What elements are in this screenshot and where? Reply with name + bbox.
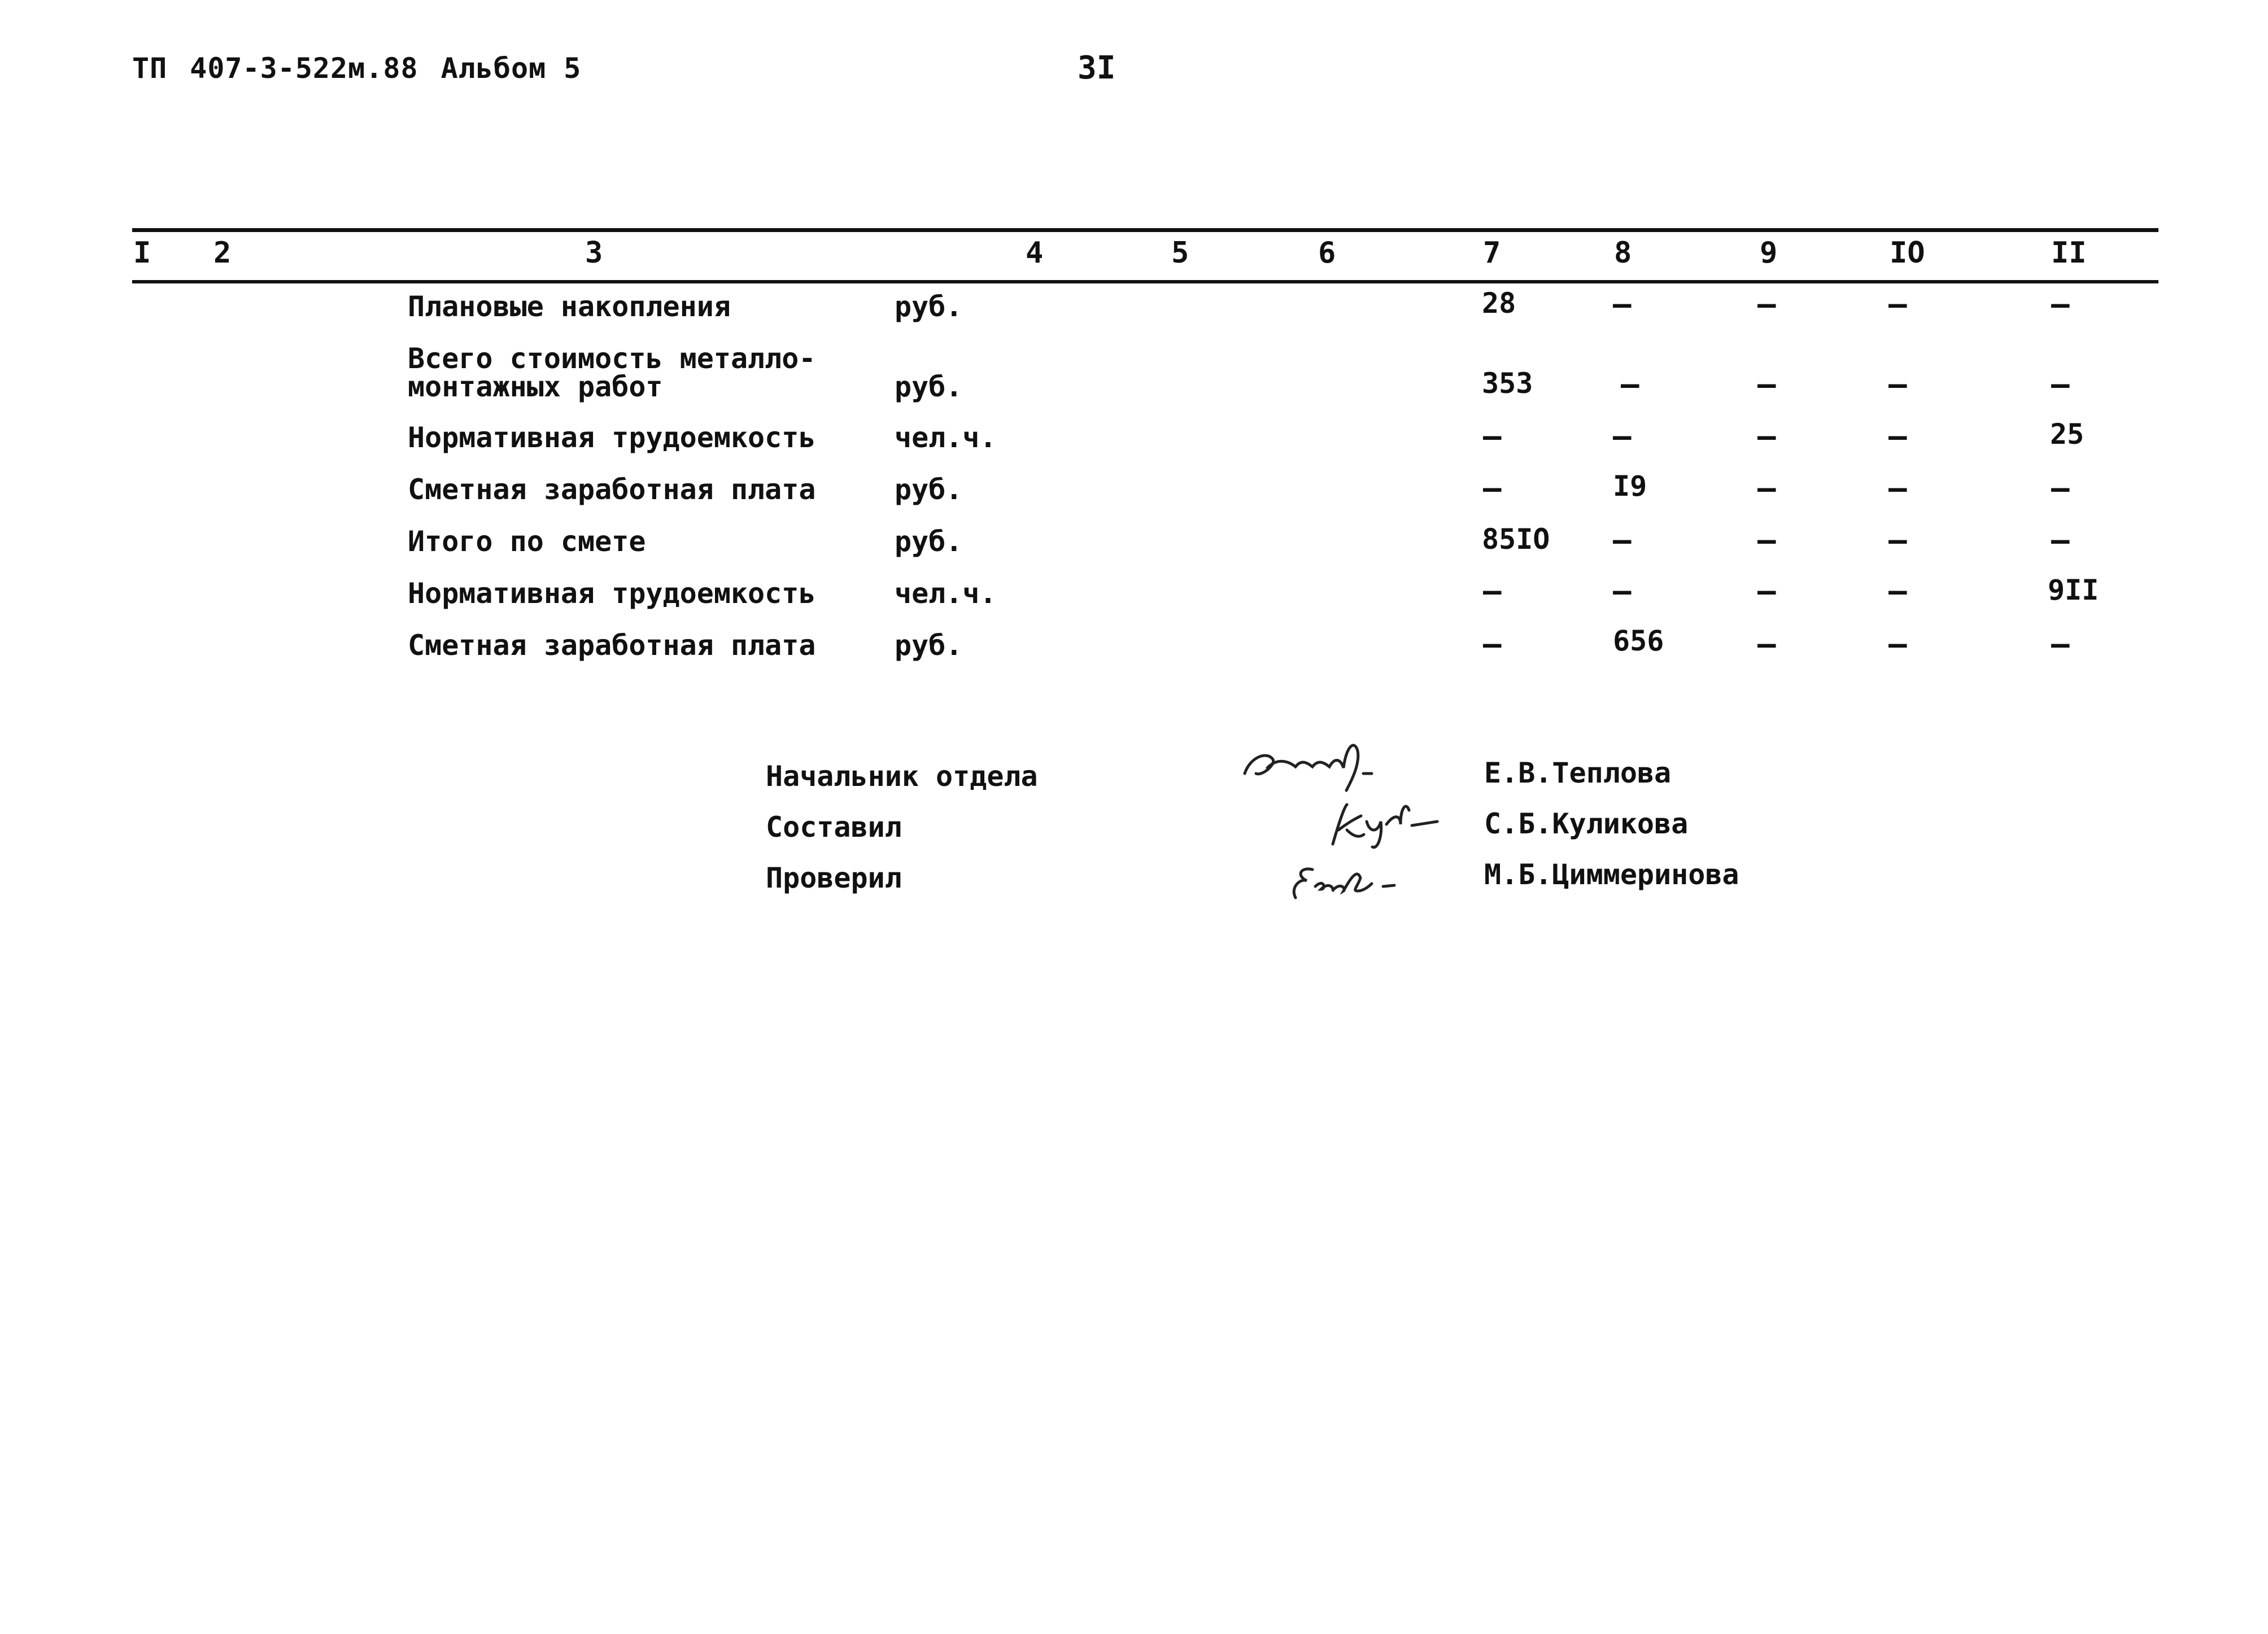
handwritten-signature-icon <box>1316 790 1457 853</box>
table-row-6-col10: – <box>1888 573 1907 609</box>
table-row-3-col9: – <box>1757 418 1776 454</box>
column-number-3: 3 <box>585 236 603 270</box>
table-row-6-col7: – <box>1483 573 1502 609</box>
table-top-rule <box>132 228 2158 232</box>
table-row-6-col9: – <box>1757 573 1776 609</box>
table-row-5-col10: – <box>1888 522 1907 558</box>
table-row-1-col7: 28 <box>1482 287 1516 320</box>
table-row-4-col9: – <box>1757 470 1776 506</box>
table-row-6-col8: – <box>1613 573 1632 609</box>
table-row-2-col10: – <box>1888 366 1907 402</box>
table-row-6-unit: чел.ч. <box>895 577 997 610</box>
table-row-3-unit: чел.ч. <box>895 421 997 454</box>
table-row-5-col11: – <box>2051 522 2070 558</box>
table-row-4-unit: руб. <box>895 473 963 506</box>
page-number: 3I <box>1078 50 1116 86</box>
column-number-8: 8 <box>1614 236 1632 270</box>
table-row-5-description: Итого по смете <box>408 525 646 558</box>
table-row-1-unit: руб. <box>895 290 963 323</box>
table-row-2-description-line-1: Всего стоимость металло- <box>408 342 816 375</box>
table-row-1-col9: – <box>1757 286 1776 322</box>
table-row-3-col10: – <box>1888 418 1907 454</box>
signature-name-department-head: Е.В.Теплова <box>1484 757 1672 789</box>
handwritten-signature-icon <box>1233 734 1403 796</box>
column-number-10: IO <box>1890 236 1925 270</box>
table-row-5-col8: – <box>1613 522 1632 558</box>
table-row-4-col8: I9 <box>1613 470 1647 503</box>
table-row-2-col7: 353 <box>1482 367 1533 400</box>
table-row-7-unit: руб. <box>895 629 963 662</box>
table-row-4-description: Сметная заработная плата <box>408 473 816 506</box>
column-number-1: I <box>133 236 151 270</box>
table-row-3-col8: – <box>1613 418 1632 454</box>
table-row-3-description: Нормативная трудоемкость <box>408 421 816 454</box>
column-number-5: 5 <box>1171 236 1189 270</box>
table-row-2-col8: – <box>1621 366 1639 402</box>
table-row-7-col10: – <box>1888 626 1907 662</box>
table-row-5-unit: руб. <box>895 525 963 558</box>
table-row-5-col9: – <box>1757 522 1776 558</box>
column-number-2: 2 <box>213 236 232 270</box>
table-row-1-col10: – <box>1888 286 1907 322</box>
table-row-2-description-line-2: монтажных работ <box>408 370 663 403</box>
signature-name-compiled-by: С.Б.Куликова <box>1484 807 1689 840</box>
document-header <box>132 52 604 85</box>
table-row-2-col11: – <box>2051 366 2070 402</box>
table-row-5-col7: 85IO <box>1482 523 1550 556</box>
column-number-9: 9 <box>1760 236 1778 270</box>
table-row-6-col11: 9II <box>2048 574 2099 606</box>
table-row-3-col7: – <box>1483 418 1502 454</box>
column-number-11: II <box>2051 236 2087 270</box>
table-row-1-col8: – <box>1613 286 1632 322</box>
table-row-1-col11: – <box>2051 286 2070 322</box>
table-row-6-description: Нормативная трудоемкость <box>408 577 816 610</box>
column-number-7: 7 <box>1483 236 1501 270</box>
handwritten-signature-icon <box>1273 847 1420 909</box>
table-row-4-col11: – <box>2051 470 2070 506</box>
signature-role-department-head: Начальник отдела <box>766 760 1038 793</box>
table-row-2-unit: руб. <box>895 370 963 403</box>
album-label: Альбом 5 <box>440 52 582 85</box>
table-row-3-col11: 25 <box>2050 418 2084 451</box>
project-number: 407-3-522м.88 <box>190 52 418 85</box>
table-row-7-col8: 656 <box>1613 624 1664 657</box>
signature-role-compiled-by: Составил <box>766 811 902 844</box>
table-row-7-description: Сметная заработная плата <box>408 629 816 662</box>
table-row-7-col7: – <box>1483 626 1502 662</box>
table-row-1-description: Плановые накопления <box>408 290 731 323</box>
table-row-4-col7: – <box>1483 470 1502 506</box>
column-number-6: 6 <box>1318 236 1336 270</box>
table-row-7-col9: – <box>1757 626 1776 662</box>
table-row-7-col11: – <box>2051 626 2070 662</box>
column-number-4: 4 <box>1026 236 1044 270</box>
signature-name-checked-by: М.Б.Циммеринова <box>1484 858 1739 891</box>
table-row-4-col10: – <box>1888 470 1907 506</box>
table-header-rule <box>132 280 2158 283</box>
table-row-2-col9: – <box>1757 366 1776 402</box>
document-code: ТП <box>132 52 168 85</box>
signature-role-checked-by: Проверил <box>766 862 902 894</box>
